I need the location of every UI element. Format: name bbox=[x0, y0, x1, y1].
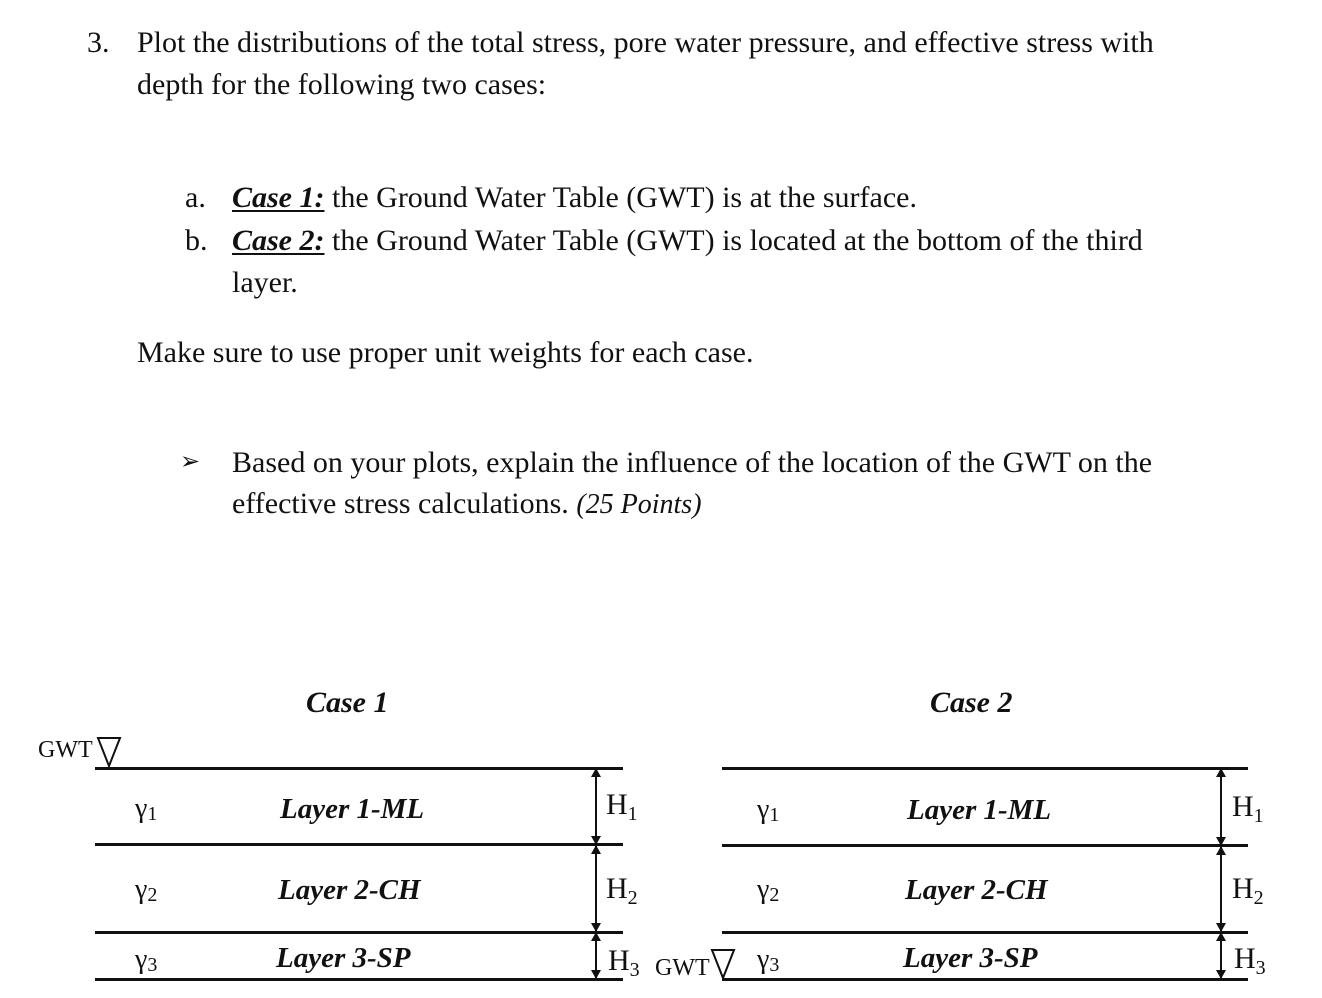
item-a-text bbox=[232, 183, 917, 213]
item-b-body: the Ground Water Table (GWT) is located at the bottom of the third bbox=[324, 224, 1143, 257]
bullet-line-2-text: effective stress calculations. bbox=[232, 487, 569, 520]
case-1-h2: $H_2$ bbox=[606, 872, 638, 909]
gwt-triangle-icon bbox=[97, 736, 123, 768]
case-2-layer-3-name: Layer 3-SP bbox=[903, 942, 1038, 974]
case-1-gamma-3: $\gamma_3$ bbox=[135, 944, 158, 976]
case-2-boundary-1-2 bbox=[722, 844, 1248, 847]
case-2-label: Case 2: bbox=[232, 224, 325, 257]
case-2-boundary-2-3 bbox=[722, 931, 1248, 934]
case-1-title: Case 1 bbox=[306, 686, 389, 719]
question-number: 3. bbox=[87, 26, 110, 59]
unit-weight-note: Make sure to use proper unit weights for each case. bbox=[137, 336, 754, 369]
case-1-bottom-line bbox=[95, 978, 623, 981]
case-1-label: Case 1: bbox=[232, 181, 325, 214]
gwt-surface-label: GWT bbox=[38, 737, 93, 763]
item-b-marker: b. bbox=[185, 224, 208, 257]
case-2-gamma-3: $\gamma_3$ bbox=[757, 944, 780, 976]
case-2-layer-2-name: Layer 2-CH bbox=[905, 874, 1048, 906]
case-2-h1: $H_1$ bbox=[1232, 790, 1264, 827]
case-1-h1: $H_1$ bbox=[606, 788, 638, 825]
case-2-bottom-line bbox=[722, 978, 1248, 981]
case-2-gamma-2: $\gamma_2$ bbox=[757, 874, 780, 906]
case-1-layer-3-name: Layer 3-SP bbox=[276, 942, 411, 974]
case-1-dimension-arrows bbox=[589, 766, 603, 986]
bullet-line-1: Based on your plots, explain the influence of the location of the GWT on the bbox=[232, 446, 1153, 479]
bullet-arrow-icon: ➢ bbox=[180, 449, 201, 475]
case-1-surface-line bbox=[95, 767, 623, 770]
item-b-text bbox=[232, 226, 1143, 256]
case-2-h3: $H_3$ bbox=[1234, 942, 1266, 979]
question-line-2: depth for the following two cases: bbox=[137, 68, 547, 101]
points-label: (25 Points) bbox=[576, 489, 702, 520]
case-1-boundary-2-3 bbox=[95, 931, 623, 934]
case-2-h2: $H_2$ bbox=[1232, 872, 1264, 909]
item-a-body: the Ground Water Table (GWT) is at the surface. bbox=[324, 181, 917, 214]
question-line-1: Plot the distributions of the total stress, pore water pressure, and effective stress with bbox=[137, 26, 1154, 59]
item-b-continuation: layer. bbox=[232, 266, 298, 299]
case-2-title: Case 2 bbox=[930, 686, 1013, 719]
gwt-bottom-triangle-icon bbox=[711, 948, 737, 980]
case-1-h3: $H_3$ bbox=[608, 944, 640, 981]
case-1-layer-1-name: Layer 1-ML bbox=[280, 793, 425, 825]
case-1-boundary-1-2 bbox=[95, 843, 623, 846]
case-1-layer-2-name: Layer 2-CH bbox=[278, 874, 421, 906]
case-1-gamma-2: $\gamma_2$ bbox=[135, 874, 158, 906]
case-2-layer-1-name: Layer 1-ML bbox=[907, 794, 1052, 826]
bullet-line-2 bbox=[232, 489, 702, 519]
case-2-dimension-arrows bbox=[1214, 766, 1228, 986]
gwt-bottom-label: GWT bbox=[655, 955, 710, 981]
item-a-marker: a. bbox=[185, 181, 206, 214]
case-2-surface-line bbox=[722, 767, 1248, 770]
case-2-gamma-1: $\gamma_1$ bbox=[757, 794, 780, 826]
case-1-gamma-1: $\gamma_1$ bbox=[135, 793, 158, 825]
